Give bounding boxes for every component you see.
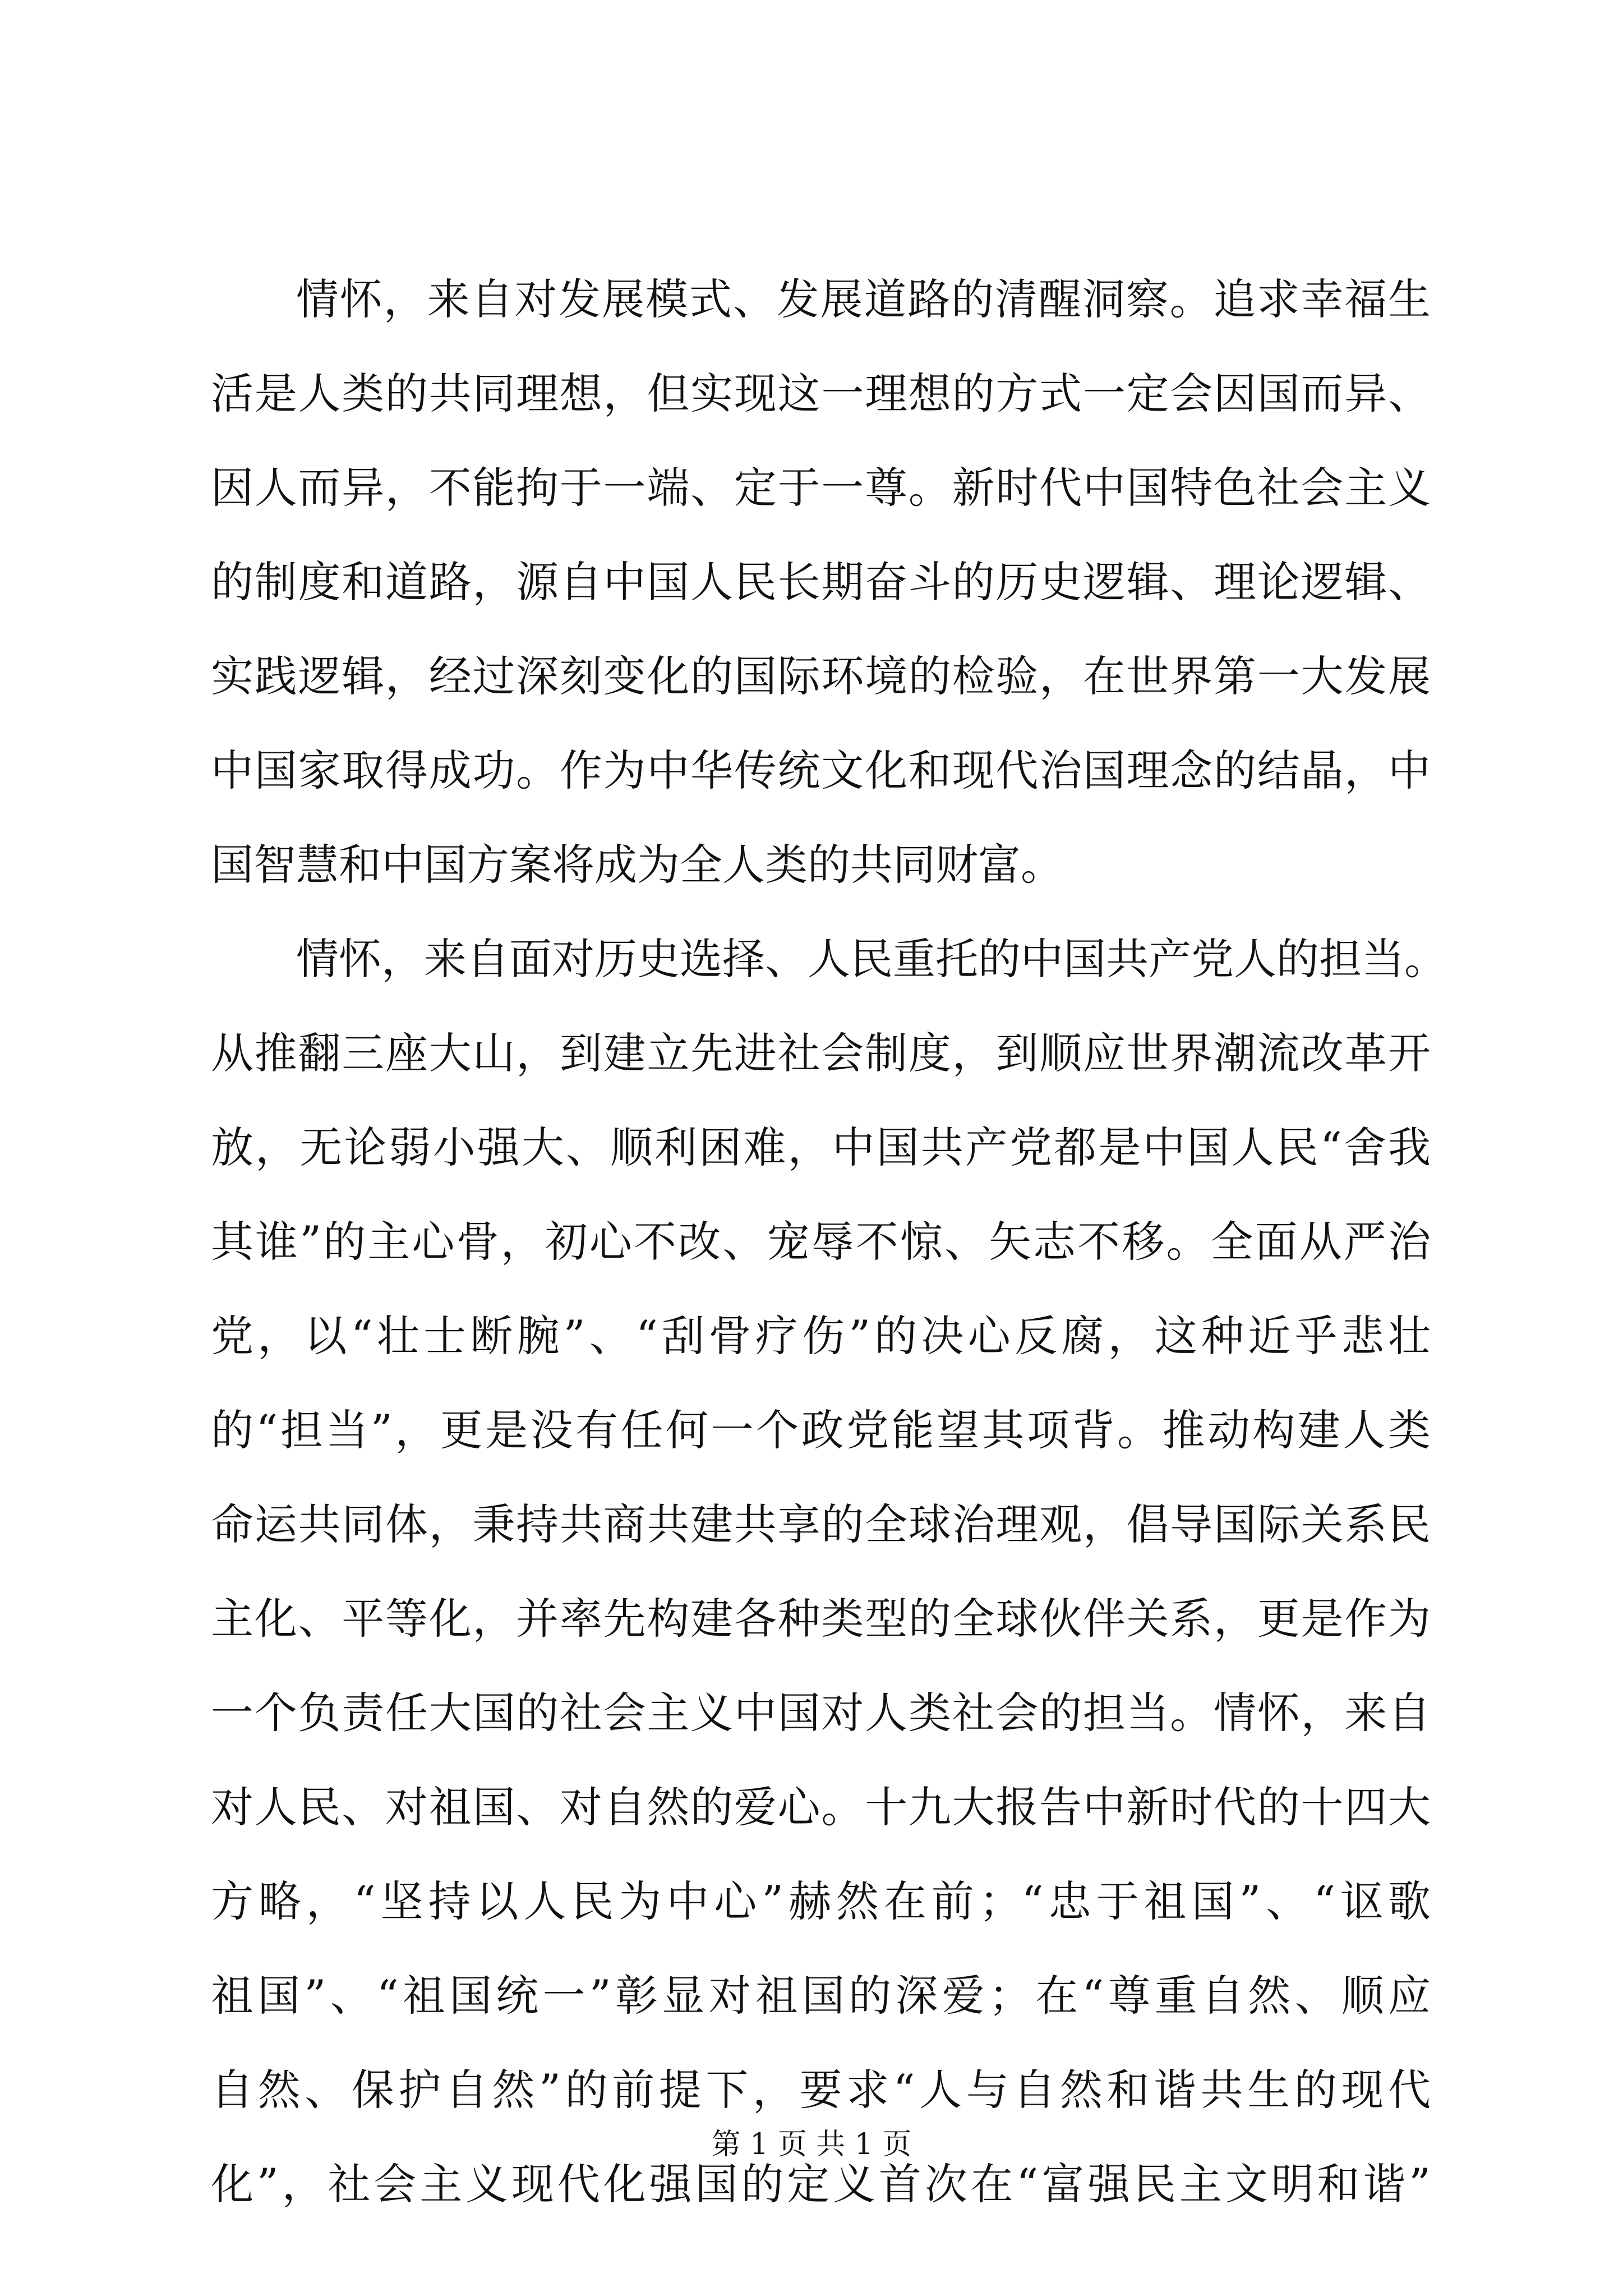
- page-number-label: 第 1 页 共 1 页: [711, 2128, 912, 2161]
- text-line: 中国家取得成功。作为中华传统文化和现代治国理念的结晶，中: [211, 746, 1431, 795]
- text-line: 情怀，来自对发展模式、发展道路的清醒洞察。追求幸福生: [296, 274, 1431, 324]
- text-line: 放，无论弱小强大、顺利困难，中国共产党都是中国人民“舍我: [211, 1122, 1431, 1172]
- text-line: 化”，社会主义现代化强国的定义首次在“富强民主文明和谐”: [211, 2159, 1431, 2209]
- text-line: 从推翻三座大山，到建立先进社会制度，到顺应世界潮流改革开: [211, 1028, 1431, 1078]
- text-line: 的“担当”，更是没有任何一个政党能望其项背。推动构建人类: [211, 1405, 1431, 1455]
- text-line: 实践逻辑，经过深刻变化的国际环境的检验，在世界第一大发展: [211, 651, 1431, 701]
- text-line: 情怀，来自面对历史选择、人民重托的中国共产党人的担当。: [296, 934, 1447, 984]
- page-footer: [0, 2125, 1623, 2164]
- text-line: 因人而异，不能拘于一端、定于一尊。新时代中国特色社会主义: [211, 463, 1431, 513]
- text-line: 方略，“坚持以人民为中心”赫然在前；“忠于祖国”、“讴歌: [211, 1876, 1431, 1926]
- text-line: 祖国”、“祖国统一”彰显对祖国的深爱；在“尊重自然、顺应: [211, 1971, 1431, 2021]
- text-line: 其谁”的主心骨，初心不改、宠辱不惊、矢志不移。全面从严治: [211, 1217, 1431, 1267]
- text-line: 对人民、对祖国、对自然的爱心。十九大报告中新时代的十四大: [211, 1782, 1431, 1832]
- text-line: 一个负责任大国的社会主义中国对人类社会的担当。情怀，来自: [211, 1688, 1431, 1738]
- document-body: [211, 252, 1447, 2231]
- text-line: 活是人类的共同理想，但实现这一理想的方式一定会因国而异、: [211, 369, 1431, 418]
- text-line: 党，以“壮士断腕”、“刮骨疗伤”的决心反腐，这种近乎悲壮: [211, 1311, 1431, 1361]
- text-line: 国智慧和中国方案将成为全人类的共同财富。: [211, 840, 1063, 890]
- text-line: 自然、保护自然”的前提下，要求“人与自然和谐共生的现代: [211, 2065, 1431, 2115]
- text-line: 主化、平等化，并率先构建各种类型的全球伙伴关系，更是作为: [211, 1594, 1431, 1644]
- text-line: 命运共同体，秉持共商共建共享的全球治理观，倡导国际关系民: [211, 1499, 1431, 1549]
- text-line: 的制度和道路，源自中国人民长期奋斗的历史逻辑、理论逻辑、: [211, 557, 1431, 607]
